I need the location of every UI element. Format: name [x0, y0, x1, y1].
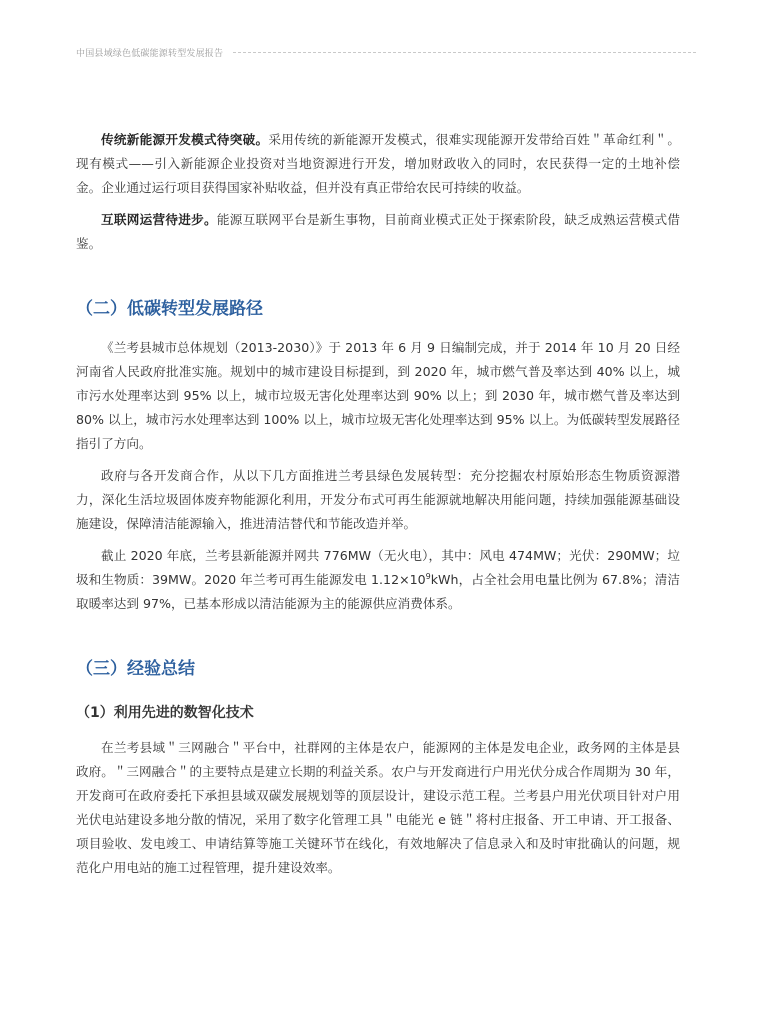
- grid-stats-exponent: 9: [425, 571, 431, 581]
- text-traditional-mode: 采用传统的新能源开发模式，很难实现能源开发带给百姓＂革命红利＂。现有模式——引入新能源企业投资对当地资源进行开发，增加财政收入的同时，农民获得一定的土地补偿金。企业通过运行项目获得国家补贴收益，但并没有真正带给农民可持续的收益。: [76, 132, 681, 195]
- grid-stats-text-2: kWh，占全社会用电量比例为 67.8%；清洁取暖率达到 97%，已基本形成以清洁能源为主的能源供应消费体系。: [76, 572, 680, 611]
- paragraph-cooperation: 政府与各开发商合作，从以下几方面推进兰考县绿色发展转型：充分挖掘农村原始形态生物质资源潜力，深化生活垃圾固体废弃物能源化利用，开发分布式可再生能源就地解决用能问题，持续加强能源基础设施建设，保障清洁能源输入，推进清洁替代和节能改造并举。: [76, 468, 680, 531]
- header-divider: [233, 52, 696, 53]
- paragraph-internet-operation: [76, 208, 680, 256]
- page-header: [76, 44, 696, 60]
- lead-traditional-mode: 传统新能源开发模式待突破。: [101, 132, 269, 147]
- section-title-experience: （三）经验总结: [76, 659, 195, 679]
- paragraph-traditional-mode: [76, 128, 680, 200]
- paragraph-city-plan: 《兰考县城市总体规划（2013-2030）》于 2013 年 6 月 9 日编制完成，并于 2014 年 10 月 20 日经河南省人民政府批准实施。规划中的城市建设目标提到，到 2020 年，城市燃气普及率达到 40% 以上，城市污水处理率达到 95% 以上，城市垃圾无害化处理率达到 90% 以上；到 2030 年，城市燃气普及率达到 80% 以上，城市污水处理率达到 100% 以上，城市垃圾无害化处理率达到 95% 以上。为低碳转型发展路径指引了方向。: [76, 340, 680, 451]
- paragraph-three-network: 在兰考县域＂三网融合＂平台中，社群网的主体是农户，能源网的主体是发电企业，政务网的主体是县政府。＂三网融合＂的主要特点是建立长期的利益关系。农户与开发商进行户用光伏分成合作周期为 30 年，开发商可在政府委托下承担县域双碳发展规划等的顶层设计，建设示范工程。兰考县户用光伏项目针对户用光伏电站建设多地分散的情况，采用了数字化管理工具＂电能光 e 链＂将村庄报备、开工申请、开工报备、项目验收、发电竣工、申请结算等施工关键环节在线化，有效地解决了信息录入和及时审批确认的问题，规范化户用电站的施工过程管理，提升建设效率。: [76, 740, 680, 875]
- page-content: [76, 128, 680, 880]
- section-title-transition-path: （二）低碳转型发展路径: [76, 299, 263, 319]
- lead-internet-operation: 互联网运营待进步。: [101, 212, 217, 227]
- subsection-title-digital-tech: （1）利用先进的数智化技术: [76, 705, 254, 721]
- paragraph-grid-stats: [76, 544, 680, 616]
- grid-stats-text-1: 截止 2020 年底，兰考县新能源并网共 776MW（无火电），其中：风电 474MW；光伏：290MW；垃圾和生物质：39MW。2020 年兰考可再生能源发电 1.12×10: [76, 548, 680, 587]
- header-title: 中国县域绿色低碳能源转型发展报告: [76, 48, 224, 59]
- text-internet-operation: 能源互联网平台是新生事物，目前商业模式正处于探索阶段，缺乏成熟运营模式借鉴。: [76, 212, 681, 251]
